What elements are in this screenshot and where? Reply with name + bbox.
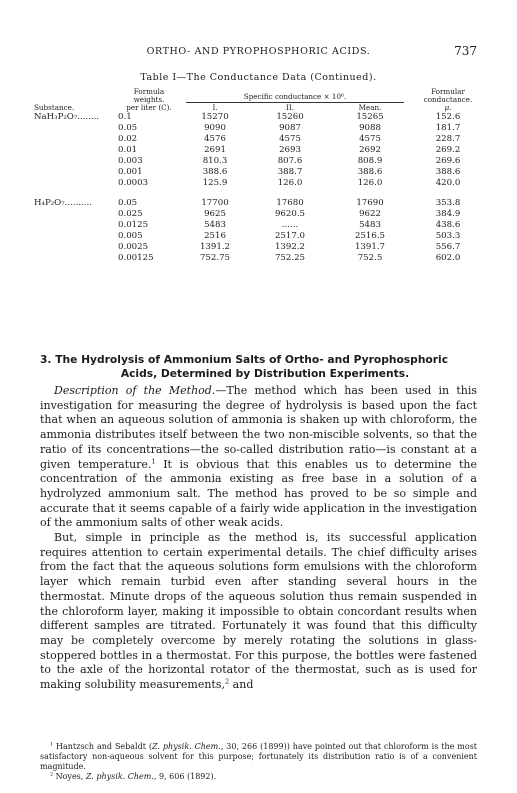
header-col-1: I. xyxy=(212,103,218,112)
substance-cell xyxy=(34,167,118,178)
footnote-2-mark: 2 xyxy=(50,772,54,778)
formular-conductance-cell: 353.8 xyxy=(435,198,461,208)
mean-cell: 4575 xyxy=(359,134,381,144)
mean-cell: 9622 xyxy=(359,209,381,219)
conductance-2-cell: 2693 xyxy=(279,145,301,155)
footnote-2 xyxy=(40,772,477,782)
mean-cell: 388.6 xyxy=(357,167,383,177)
conductance-1-cell: 17700 xyxy=(201,198,229,208)
header-per-liter: per liter (C). xyxy=(126,103,172,112)
conductance-2-cell: 126.0 xyxy=(277,178,303,188)
formular-conductance-cell: 269.6 xyxy=(435,156,461,166)
conductance-1-cell: 1391.2 xyxy=(199,242,231,252)
table-row xyxy=(34,231,486,242)
mean-cell: 752.5 xyxy=(357,253,383,263)
table-row xyxy=(34,198,486,209)
paragraph2-text-b: and xyxy=(229,678,254,692)
formular-conductance-cell: 503.3 xyxy=(435,231,461,241)
table-row xyxy=(34,134,486,145)
section-heading xyxy=(40,353,490,381)
table-row xyxy=(34,242,486,253)
formular-conductance-cell: 152.6 xyxy=(435,112,461,122)
table-row xyxy=(34,156,486,167)
mean-cell: 808.9 xyxy=(357,156,383,166)
concentration-cell: 0.00125 xyxy=(118,253,154,263)
section-title-line2: Acids, Determined by Distribution Experiments. xyxy=(120,367,410,380)
mean-cell: 126.0 xyxy=(357,178,383,188)
substance-cell xyxy=(34,123,118,134)
conductance-table xyxy=(34,88,486,264)
concentration-cell: 0.005 xyxy=(118,231,143,241)
substance-cell xyxy=(34,178,118,189)
footnote-1-text-b: , 30, 266 (1899)) have pointed out that chloroform is the most satisfactory non-aqueous solvent for this purpose; fortunately its distribution ratio is of a convenient magnitude. xyxy=(40,742,478,771)
header-formula-weights: Formula weights. xyxy=(133,87,165,104)
paragraph-method xyxy=(40,384,477,531)
page-number: 737 xyxy=(454,44,477,58)
table-row xyxy=(34,145,486,156)
conductance-1-cell: 388.6 xyxy=(202,167,228,177)
substance-cell: NaH₃P₂O₇........ xyxy=(34,112,100,122)
conductance-2-cell: 15260 xyxy=(276,112,304,122)
table-row xyxy=(34,220,486,231)
formular-conductance-cell: 269.2 xyxy=(435,145,461,155)
table-row xyxy=(34,178,486,189)
conductance-2-cell: 9620.5 xyxy=(274,209,306,219)
conductance-2-cell: 807.6 xyxy=(277,156,303,166)
paragraph2-text-a: But, simple in principle as the method is, its successful application requires attention to certain experimental details. The chief difficulty arises from the fact that the aqueous solutions form emulsions with the chloroform layer which remain turbid even after standing several hours in the thermostat. Minute drops of the aqueous solution thus remain suspended in the chloroform layer, making it impossible to obtain concordant results when different samples are titrated. Fortunately it was found that this difficulty may be completely overcome by merely rotating the solutions in glass-stoppered bottles in a thermostat. For this purpose, the bottles were fastened to the axle of the horizontal rotator of the thermostat, such as is used for making solubility measurements, xyxy=(40,531,477,692)
mean-cell: 2692 xyxy=(359,145,381,155)
running-head: ORTHO- AND PYROPHOSPHORIC ACIDS. xyxy=(146,46,371,57)
concentration-cell: 0.0125 xyxy=(118,220,149,230)
header-formular-conductance: Formular conductance. xyxy=(423,87,473,104)
method-lead-in: Description of the Method. xyxy=(54,384,216,397)
concentration-cell: 0.025 xyxy=(118,209,143,219)
conductance-1-cell: 5483 xyxy=(204,220,226,230)
header-col-2: II. xyxy=(286,103,294,112)
header-blank xyxy=(34,88,118,104)
footnote-1-journal: Z. physik. Chem. xyxy=(152,742,221,751)
conductance-2-cell: 2517.0 xyxy=(274,231,306,241)
formular-conductance-cell: 181.7 xyxy=(435,123,461,133)
concentration-cell: 0.05 xyxy=(118,123,138,133)
group-spacer xyxy=(34,189,486,198)
footnote-1-mark: 1 xyxy=(50,742,54,748)
formular-conductance-cell: 438.6 xyxy=(435,220,461,230)
formular-conductance-cell: 384.9 xyxy=(435,209,461,219)
substance-cell xyxy=(34,134,118,145)
conductance-2-cell: 9087 xyxy=(279,123,301,133)
mean-cell: 2516.5 xyxy=(354,231,386,241)
conductance-1-cell: 752.75 xyxy=(199,253,231,263)
substance-cell xyxy=(34,231,118,242)
mean-cell: 1391.7 xyxy=(354,242,386,252)
paragraph-procedure xyxy=(40,531,477,693)
mean-cell: 9088 xyxy=(359,123,381,133)
conductance-1-cell: 9090 xyxy=(204,123,226,133)
concentration-cell: 0.0025 xyxy=(118,242,149,252)
conductance-2-cell: 752.25 xyxy=(274,253,306,263)
concentration-cell: 0.001 xyxy=(118,167,143,177)
formular-conductance-cell: 420.0 xyxy=(435,178,461,188)
substance-cell xyxy=(34,242,118,253)
table-row xyxy=(34,209,486,220)
table-row xyxy=(34,167,486,178)
substance-cell xyxy=(34,220,118,231)
footnotes xyxy=(40,742,477,782)
header-substance: Substance. xyxy=(34,103,75,112)
formular-conductance-cell: 388.6 xyxy=(435,167,461,177)
conductance-2-cell: 388.7 xyxy=(277,167,303,177)
footnote-2-text-a: Noyes, xyxy=(53,772,86,781)
conductance-2-cell: 4575 xyxy=(279,134,301,144)
substance-cell xyxy=(34,209,118,220)
body-text xyxy=(40,384,477,693)
table-row xyxy=(34,253,486,264)
concentration-cell: 0.05 xyxy=(118,198,138,208)
conductance-1-cell: 2691 xyxy=(204,145,226,155)
conductance-1-cell: 125.9 xyxy=(202,178,228,188)
header-mu: μ. xyxy=(444,103,452,112)
header-specific-conductance-label: Specific conductance × 10⁶. xyxy=(243,92,347,101)
mean-cell: 17690 xyxy=(356,198,384,208)
paragraph1-text-a: —The method which has been used in this investigation for measuring the degree of hydrolysis is based upon the fact that when an aqueous solution of ammonia is shaken up with chloroform, the ammonia distributes itself between the two non-miscible solvents, so that the ratio of its concentrations—the so-called distribution ratio—is constant at a given temperature. xyxy=(40,384,477,471)
section-number: 3. xyxy=(40,353,52,366)
conductance-1-cell: 15270 xyxy=(201,112,229,122)
footnote-1 xyxy=(40,742,477,772)
section-title-line1: The Hydrolysis of Ammonium Salts of Ortho- and Pyrophosphoric xyxy=(55,353,449,366)
header-col-mean: Mean. xyxy=(358,103,382,112)
substance-cell xyxy=(34,145,118,156)
table-row xyxy=(34,112,486,123)
header-specific-conductance xyxy=(180,88,410,104)
table-body xyxy=(34,112,486,264)
conductance-2-cell: ...... xyxy=(281,220,299,230)
footnote-2-journal: Z. physik. Chem. xyxy=(85,772,154,781)
footnote-ref-1: 1 xyxy=(151,456,156,465)
conductance-1-cell: 2516 xyxy=(204,231,226,241)
conductance-2-cell: 17680 xyxy=(276,198,304,208)
footnote-2-text-b: , 9, 606 (1892). xyxy=(153,772,217,781)
table-caption: Table I—The Conductance Data (Continued). xyxy=(140,72,377,83)
formular-conductance-cell: 556.7 xyxy=(435,242,461,252)
concentration-cell: 0.003 xyxy=(118,156,143,166)
formular-conductance-cell: 602.0 xyxy=(435,253,461,263)
mean-cell: 5483 xyxy=(359,220,381,230)
substance-cell: H₄P₂O₇.......... xyxy=(34,198,92,208)
concentration-cell: 0.02 xyxy=(118,134,138,144)
formular-conductance-cell: 228.7 xyxy=(435,134,461,144)
paragraph1-text-b: It is obvious that this enables us to determine the concentration of the ammonia existing as free base in a solution of a hydrolyzed ammonium salt. The method has proved to be so simple and accurate that it seems capable of a fairly wide application in the investigation of the ammonium salts of other weak acids. xyxy=(40,457,477,530)
mean-cell: 15265 xyxy=(356,112,384,122)
footnote-1-text-a: Hantzsch and Sebaldt ( xyxy=(53,742,152,751)
conductance-1-cell: 9625 xyxy=(204,209,226,219)
conductance-2-cell: 1392.2 xyxy=(274,242,306,252)
conductance-1-cell: 4576 xyxy=(204,134,226,144)
substance-cell xyxy=(34,253,118,264)
concentration-cell: 0.0003 xyxy=(118,178,149,188)
table-row xyxy=(34,123,486,134)
footnote-ref-2: 2 xyxy=(224,677,230,686)
substance-cell xyxy=(34,156,118,167)
concentration-cell: 0.01 xyxy=(118,145,138,155)
conductance-1-cell: 810.3 xyxy=(202,156,228,166)
concentration-cell: 0.1 xyxy=(118,112,132,122)
